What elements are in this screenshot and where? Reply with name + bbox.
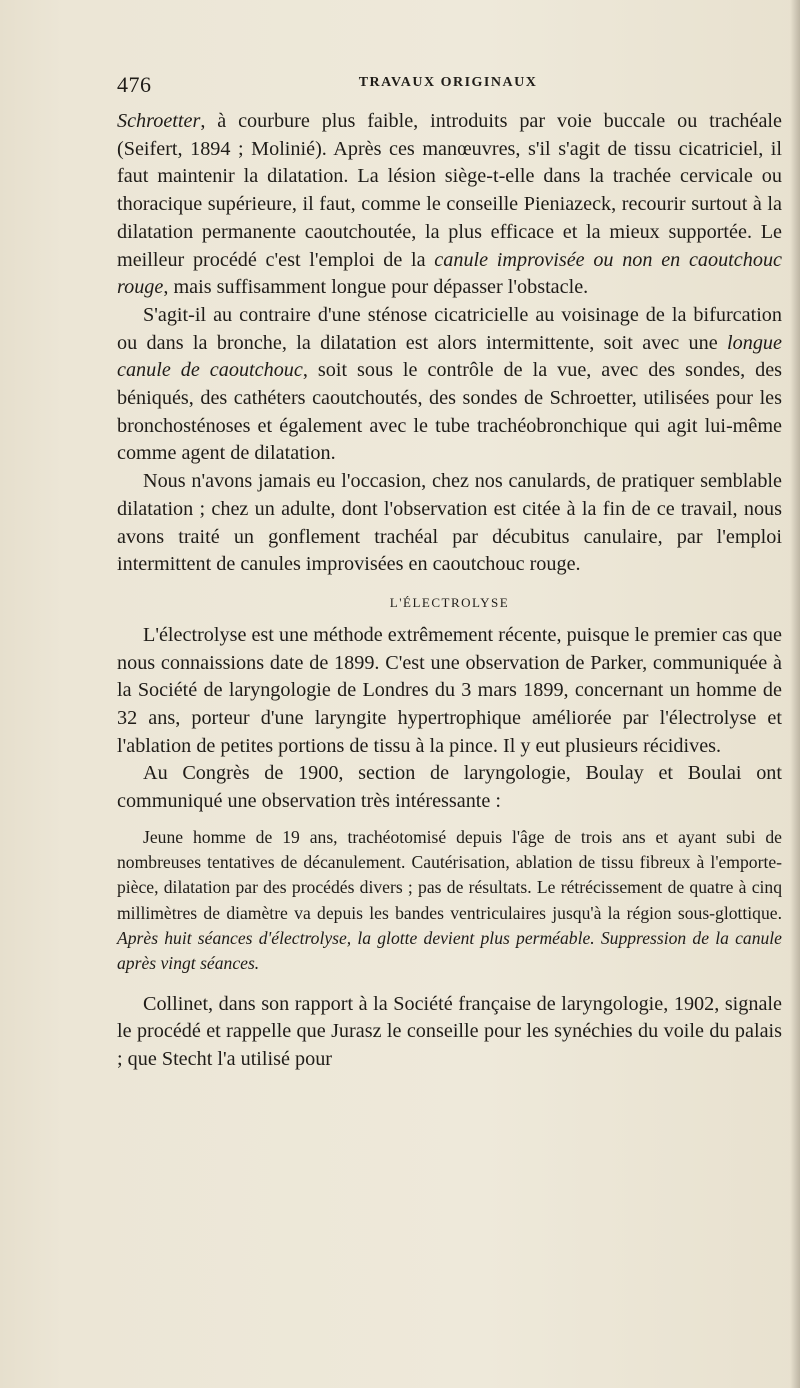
paragraph-5: Au Congrès de 1900, section de laryngologie, Boulay et Boulai ont communiqué une observation très intéressante : [117, 762, 782, 813]
section-title: L'ÉLECTROLYSE [389, 594, 510, 610]
page-number: 476 [117, 72, 152, 97]
observation-block [117, 825, 782, 977]
paragraph-1-text: , à courbure plus faible, introduits par voie buccale ou trachéale (Seifert, 1894 ; Molinié). Après ces manœuvres, s'il s'agit de tissu cicatriciel, il faut maintenir la dilatation. La lésion siège-t-elle dans la trachée cervicale ou thoracique supérieure, il faut, comme le conseille Pieniazeck, recourir surtout à la dilatation permanente caoutchoutée, la plus efficace et la mieux supportée. Le meilleur procédé c'est l'emploi de la [117, 110, 782, 271]
paragraph-1-italic-phrase: canule improvisée ou non en caoutchouc rouge [117, 248, 782, 299]
observation-text-italic: Après huit séances d'électrolyse, la glotte devient plus perméable. Suppression de la canule après vingt séances. [117, 928, 782, 974]
paragraph-3: Nous n'avons jamais eu l'occasion, chez nos canulards, de pratiquer semblable dilatation ; chez un adulte, dont l'observation est citée à la fin de ce travail, nous avons traité un gonflement trachéal par décubitus canulaire, par l'emploi intermittent de canules improvisées en caoutchouc rouge. [117, 470, 782, 576]
paragraph-1 [117, 108, 782, 302]
page-body [117, 108, 782, 1074]
paragraph-2-italic-phrase: longue canule de caoutchouc [117, 331, 782, 382]
paragraph-2-text: S'agit-il au contraire d'une sténose cicatricielle au voisinage de la bifurcation ou dans la bronche, la dilatation est alors intermittente, soit avec une [117, 303, 782, 354]
page-header [117, 72, 779, 102]
paragraph-2 [117, 302, 782, 468]
paragraph-6: Collinet, dans son rapport à la Société française de laryngologie, 1902, signale le procédé et rappelle que Jurasz le conseille pour les synéchies du voile du palais ; que Stecht l'a utilisé pour [117, 992, 782, 1071]
paragraph-2-text-end: , soit sous le contrôle de la vue, avec des sondes, des béniqués, des cathéters caoutchoutés, des sondes de Schroetter, utilisées pour les bronchosténoses et également avec le tube trachéobronchique qui agit lui-même comme agent de dilatation. [117, 359, 783, 465]
observation-text-plain: Jeune homme de 19 ans, trachéotomisé depuis l'âge de trois ans et ayant subi de nombreuses tentatives de décanulement. Cautérisation, ablation de tissu fibreux à l'emporte-pièce, dilatation par des procédés divers ; pas de résultats. Le rétrécissement de quatre à cinq millimètres de diamètre va depuis les bandes ventriculaires jusqu'à la région sous-glottique. [117, 826, 782, 923]
observation-text [117, 825, 782, 977]
paragraph-4: L'électrolyse est une méthode extrêmement récente, puisque le premier cas que nous connaissions date de 1899. C'est une observation de Parker, communiquée à la Société de laryngologie de Londres du 3 mars 1899, concernant un homme de 32 ans, porteur d'une laryngite hypertrophique améliorée par l'électrolyse et l'ablation de petites portions de tissu à la pince. Il y eut plusieurs récidives. [117, 623, 782, 757]
page-spine-shadow [790, 0, 800, 1388]
running-title: TRAVAUX ORIGINAUX [358, 75, 538, 90]
paragraph-1-text-end: , mais suffisamment longue pour dépasser l'obstacle. [163, 276, 589, 299]
paragraph-1-italic-name: Schroetter [117, 110, 201, 132]
